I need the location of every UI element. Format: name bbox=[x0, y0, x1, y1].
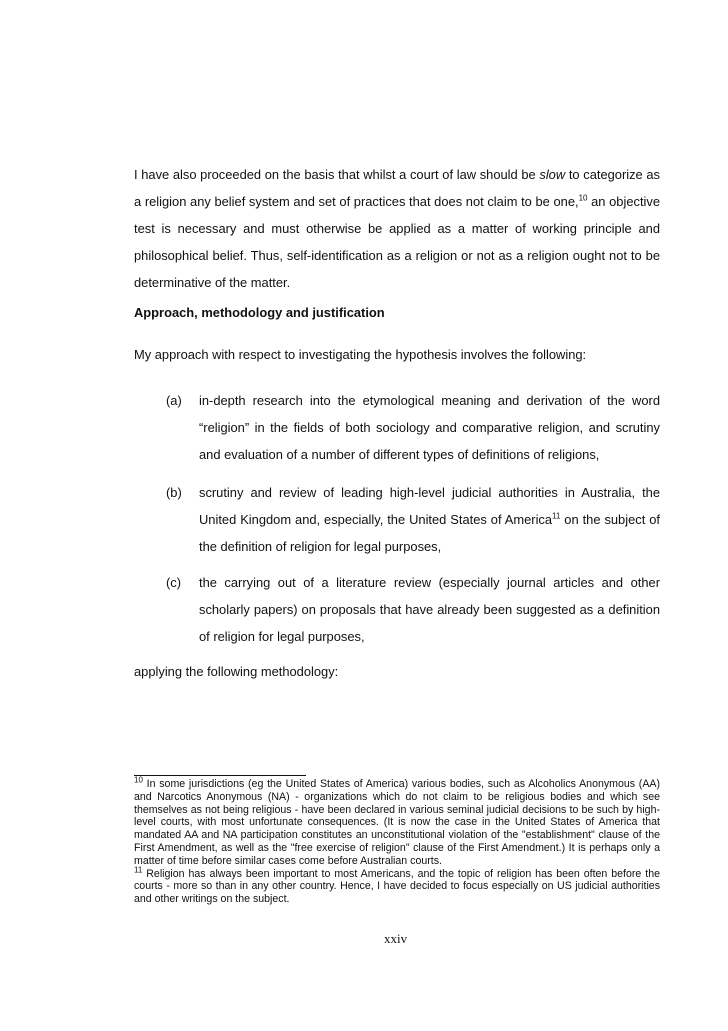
list-item-a bbox=[134, 387, 660, 468]
footnote-text: In some jurisdictions (eg the United States of America) various bodies, such as Alcoholics Anonymous (AA) and Narcotics Anonymous (NA) - organizations which do not claim to be religious bodies and which see themselves as not being religious - have been declared in various seminal judicial decisions to be such by high-level courts, with most unfortunate consequences. (It is now the case in the United States of America that mandated AA and NA participation constitutes an unconstitutional violation of the "establishment" clause of the First Amendment, as well as the "free exercise of religion" clause of the First Amendment.) It is perhaps only a matter of time before similar cases come before Australian courts. bbox=[134, 778, 660, 867]
page-number: xxiv bbox=[384, 931, 408, 946]
section-heading: Approach, methodology and justification bbox=[134, 305, 385, 320]
intro-text-2: to categorize as a religion any belief system and set of practices that does not claim to be one, bbox=[134, 167, 660, 209]
footnote-separator bbox=[134, 775, 306, 776]
footnote-ref-11[interactable]: 11 bbox=[552, 511, 561, 521]
footnote-ref-10[interactable]: 10 bbox=[578, 193, 588, 203]
approach-intro: My approach with respect to investigating the hypothesis involves the following: bbox=[134, 347, 587, 362]
footnote-number: 10 bbox=[134, 775, 143, 785]
footnote-11 bbox=[134, 865, 660, 906]
intro-text-3: an objective test is necessary and must otherwise be applied as a matter of working principle and philosophical belief. Thus, self-identification as a religion or not as a religion ought not to be determinative of the matter. bbox=[134, 194, 660, 290]
intro-text-1: I have also proceeded on the basis that whilst a court of law should be bbox=[134, 167, 540, 182]
list-item-text-part: scrutiny and review of leading high-level judicial authorities in Australia, the United Kingdom and, especially, the United States of America bbox=[199, 485, 660, 527]
intro-paragraph bbox=[134, 161, 660, 296]
list-item-label: (b) bbox=[166, 485, 182, 500]
list-item-c bbox=[134, 569, 660, 650]
list-item-text: in-depth research into the etymological meaning and derivation of the word “religion” in the fields of both sociology and comparative religion, and scrutiny and evaluation of a number of different types of definitions of religions, bbox=[199, 393, 660, 462]
list-item-text bbox=[199, 479, 660, 560]
methodology-lead: applying the following methodology: bbox=[134, 664, 339, 679]
intro-emphasis: slow bbox=[539, 167, 566, 182]
footnote-number: 11 bbox=[134, 865, 143, 875]
list-item-label: (c) bbox=[166, 575, 182, 590]
footnote-text: Religion has always been important to most Americans, and the topic of religion has been often before the courts - more so than in any other country. Hence, I have decided to focus especially on US judicial authorities and other writings on the subject. bbox=[134, 867, 660, 906]
list-item-text: the carrying out of a literature review (especially journal articles and other scholarly papers) on proposals that have already been suggested as a definition of religion for legal purposes, bbox=[199, 575, 660, 644]
list-item-b bbox=[134, 479, 660, 560]
list-item-label: (a) bbox=[166, 393, 182, 408]
footnote-10 bbox=[134, 775, 660, 868]
list-item-text-part: on the subject of the definition of religion for legal purposes, bbox=[199, 512, 660, 554]
footnotes bbox=[134, 775, 660, 906]
